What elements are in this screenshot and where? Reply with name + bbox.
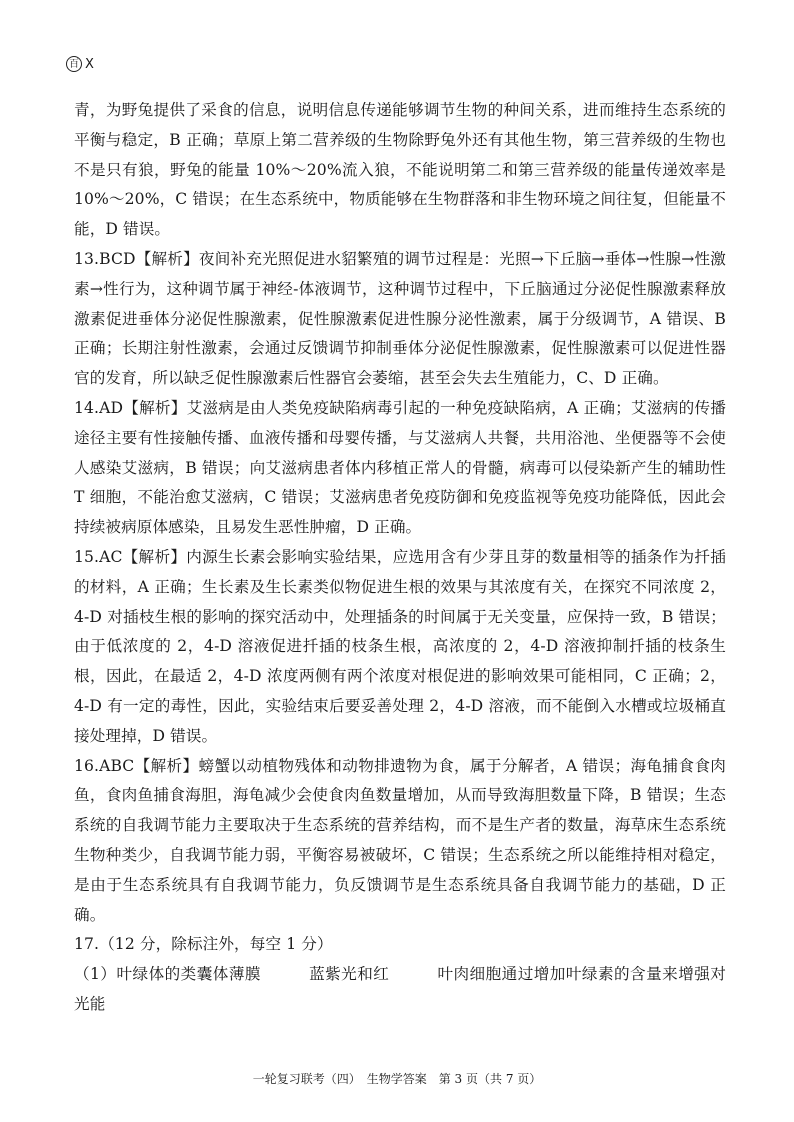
logo bbox=[66, 56, 94, 72]
page-footer: 一轮复习联考（四） 生物学答案 第 3 页（共 7 页） bbox=[252, 1072, 542, 1086]
logo-suffix: X bbox=[85, 56, 94, 72]
paragraph-continuation: 青，为野兔提供了采食的信息，说明信息传递能够调节生物的种间关系，进而维持生态系统的平衡与稳定，B 正确；草原上第二营养级的生物除野兔外还有其他生物，第三营养级的生物也不是只有狼，野兔的能量 10%～20%流入狼，不能说明第二和第三营养级的能量传递效率是 10%～20%，C 错误；在生态系统中，物质能够在生物群落和非生物环境之间往复，但能量不能，D 错误。 bbox=[74, 101, 726, 239]
paragraph-q13: 13.BCD【解析】夜间补充光照促进水貂繁殖的调节过程是：光照→下丘脑→垂体→性腺→性激素→性行为，这种调节属于神经-体液调节，这种调节过程中，下丘脑通过分泌促性腺激素释放激素促进垂体分泌促性腺激素，促性腺激素促进性腺分泌性激素，属于分级调节，A 错误、B 正确；长期注射性激素，会通过反馈调节抑制垂体分泌促性腺激素，促性腺激素可以促进性器官的发育，所以缺乏促性腺激素后性器官会萎缩，甚至会失去生殖能力，C、D 正确。 bbox=[74, 249, 726, 388]
paragraph-q17-heading: 17.（12 分，除标注外，每空 1 分） bbox=[74, 935, 333, 954]
logo-mark: 百 bbox=[66, 56, 82, 72]
answer-content bbox=[74, 96, 726, 1020]
paragraph-q14: 14.AD【解析】艾滋病是由人类免疫缺陷病毒引起的一种免疫缺陷病，A 正确；艾滋病的传播途径主要有性接触传播、血液传播和母婴传播，与艾滋病人共餐，共用浴池、坐便器等不会使人感染艾滋病，B 错误；向艾滋病患者体内移植正常人的骨髓，病毒可以侵染新产生的辅助性 T 细胞，不能治愈艾滋病，C 错误；艾滋病患者免疫防御和免疫监视等免疫功能降低，因此会持续被病原体感染，且易发生恶性肿瘤，D 正确。 bbox=[74, 398, 726, 537]
paragraph-q17-part1: （1）叶绿体的类囊体薄膜 蓝紫光和红 叶肉细胞通过增加叶绿素的含量来增强对光能 bbox=[74, 965, 726, 1013]
paragraph-q15: 15.AC【解析】内源生长素会影响实验结果，应选用含有少芽且芽的数量相等的插条作为扦插的材料，A 正确；生长素及生长素类似物促进生根的效果与其浓度有关，在探究不同浓度 2，4-D 对插枝生根的影响的探究活动中，处理插条的时间属于无关变量，应保持一致，B 错误；由于低浓度的 2，4-D 溶液促进扦插的枝条生根，高浓度的 2，4-D 溶液抑制扦插的枝条生根，因此，在最适 2，4-D 浓度两侧有两个浓度对根促进的影响效果可能相同，C 正确；2，4-D 有一定的毒性，因此，实验结束后要妥善处理 2，4-D 溶液，而不能倒入水槽或垃圾桶直接处理掉，D 错误。 bbox=[74, 547, 726, 745]
paragraph-q16: 16.ABC【解析】螃蟹以动植物残体和动物排遗物为食，属于分解者，A 错误；海龟捕食食肉鱼，食肉鱼捕食海胆，海龟减少会使食肉鱼数量增加，从而导致海胆数量下降，B 错误；生态系统的自我调节能力主要取决于生态系统的营养结构，而不是生产者的数量，海草床生态系统生物种类少，自我调节能力弱，平衡容易被破坏，C 错误；生态系统之所以能维持相对稳定，是由于生态系统具有自我调节能力，负反馈调节是生态系统具备自我调节能力的基础，D 正确。 bbox=[74, 756, 726, 924]
